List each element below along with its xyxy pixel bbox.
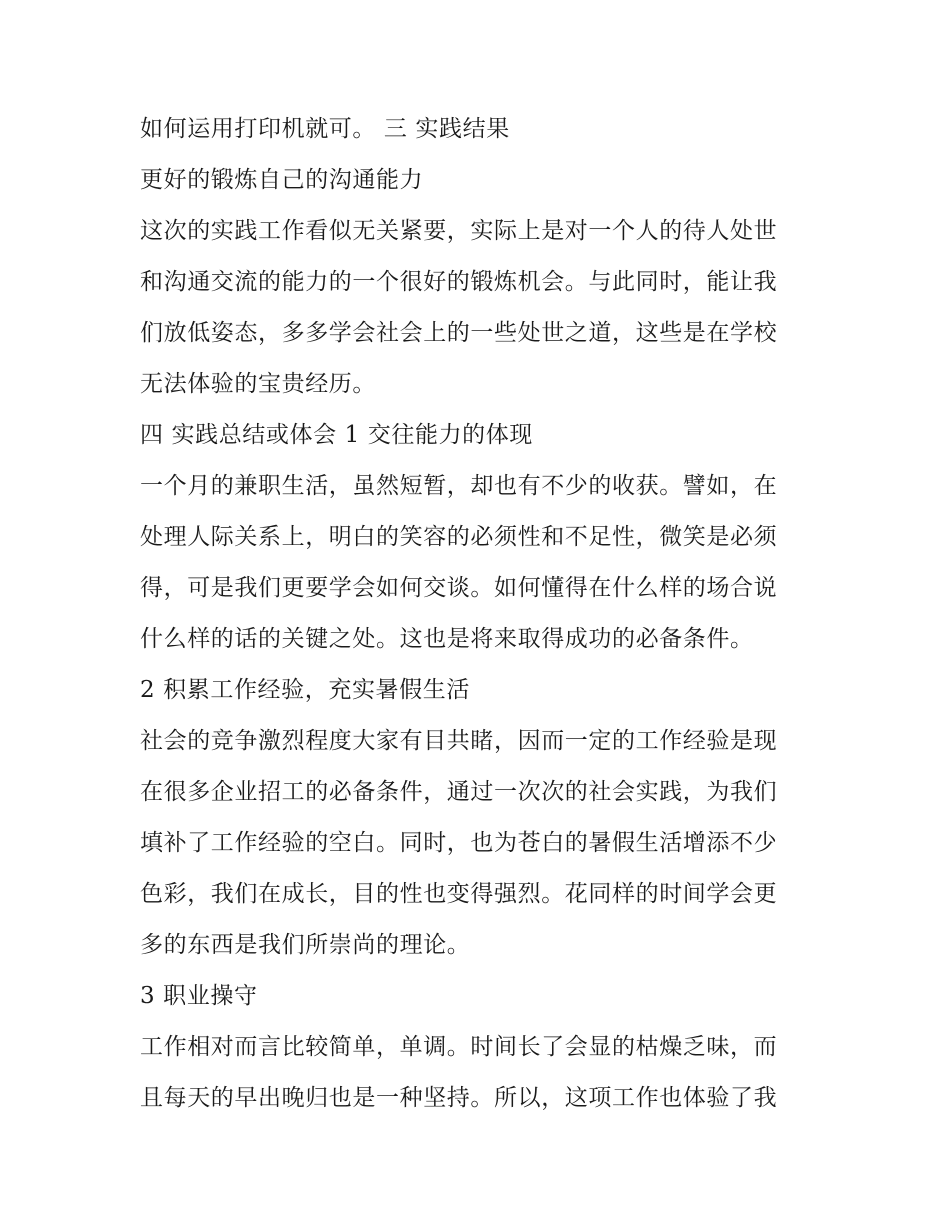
text-line: 在很多企业招工的必备条件，通过一次次的社会实践，为我们 (140, 779, 778, 805)
text-line: 工作相对而言比较简单，单调。时间长了会显的枯燥乏味，而 (140, 1034, 778, 1060)
text-line: 色彩，我们在成长，目的性也变得强烈。花同样的时间学会更 (140, 881, 778, 907)
text-line: 且每天的早出晚归也是一种坚持。所以，这项工作也体验了我 (140, 1085, 778, 1111)
text-line: 一个月的兼职生活，虽然短暂，却也有不少的收获。譬如，在 (140, 473, 778, 499)
text-line: 这次的实践工作看似无关紧要，实际上是对一个人的待人处世 (140, 218, 778, 244)
text-line: 社会的竞争激烈程度大家有目共睹，因而一定的工作经验是现 (140, 728, 778, 754)
text-line: 什么样的话的关键之处。这也是将来取得成功的必备条件。 (140, 626, 754, 652)
text-line: 多的东西是我们所崇尚的理论。 (140, 932, 471, 958)
text-line: 如何运用打印机就可。 三 实践结果 (140, 116, 510, 142)
section-heading: 2 积累工作经验，充实暑假生活 (140, 677, 470, 703)
section-heading: 3 职业操守 (140, 983, 258, 1009)
section-heading: 四 实践总结或体会 1 交往能力的体现 (140, 422, 533, 448)
text-line: 和沟通交流的能力的一个很好的锻炼机会。与此同时，能让我 (140, 269, 778, 295)
text-line: 更好的锻炼自己的沟通能力 (140, 167, 424, 193)
text-line: 得，可是我们更要学会如何交谈。如何懂得在什么样的场合说 (140, 575, 778, 601)
text-line: 处理人际关系上，明白的笑容的必须性和不足性，微笑是必须 (140, 524, 778, 550)
text-line: 们放低姿态，多多学会社会上的一些处世之道，这些是在学校 (140, 320, 778, 346)
text-line: 无法体验的宝贵经历。 (140, 371, 376, 397)
text-line: 填补了工作经验的空白。同时，也为苍白的暑假生活增添不少 (140, 830, 778, 856)
